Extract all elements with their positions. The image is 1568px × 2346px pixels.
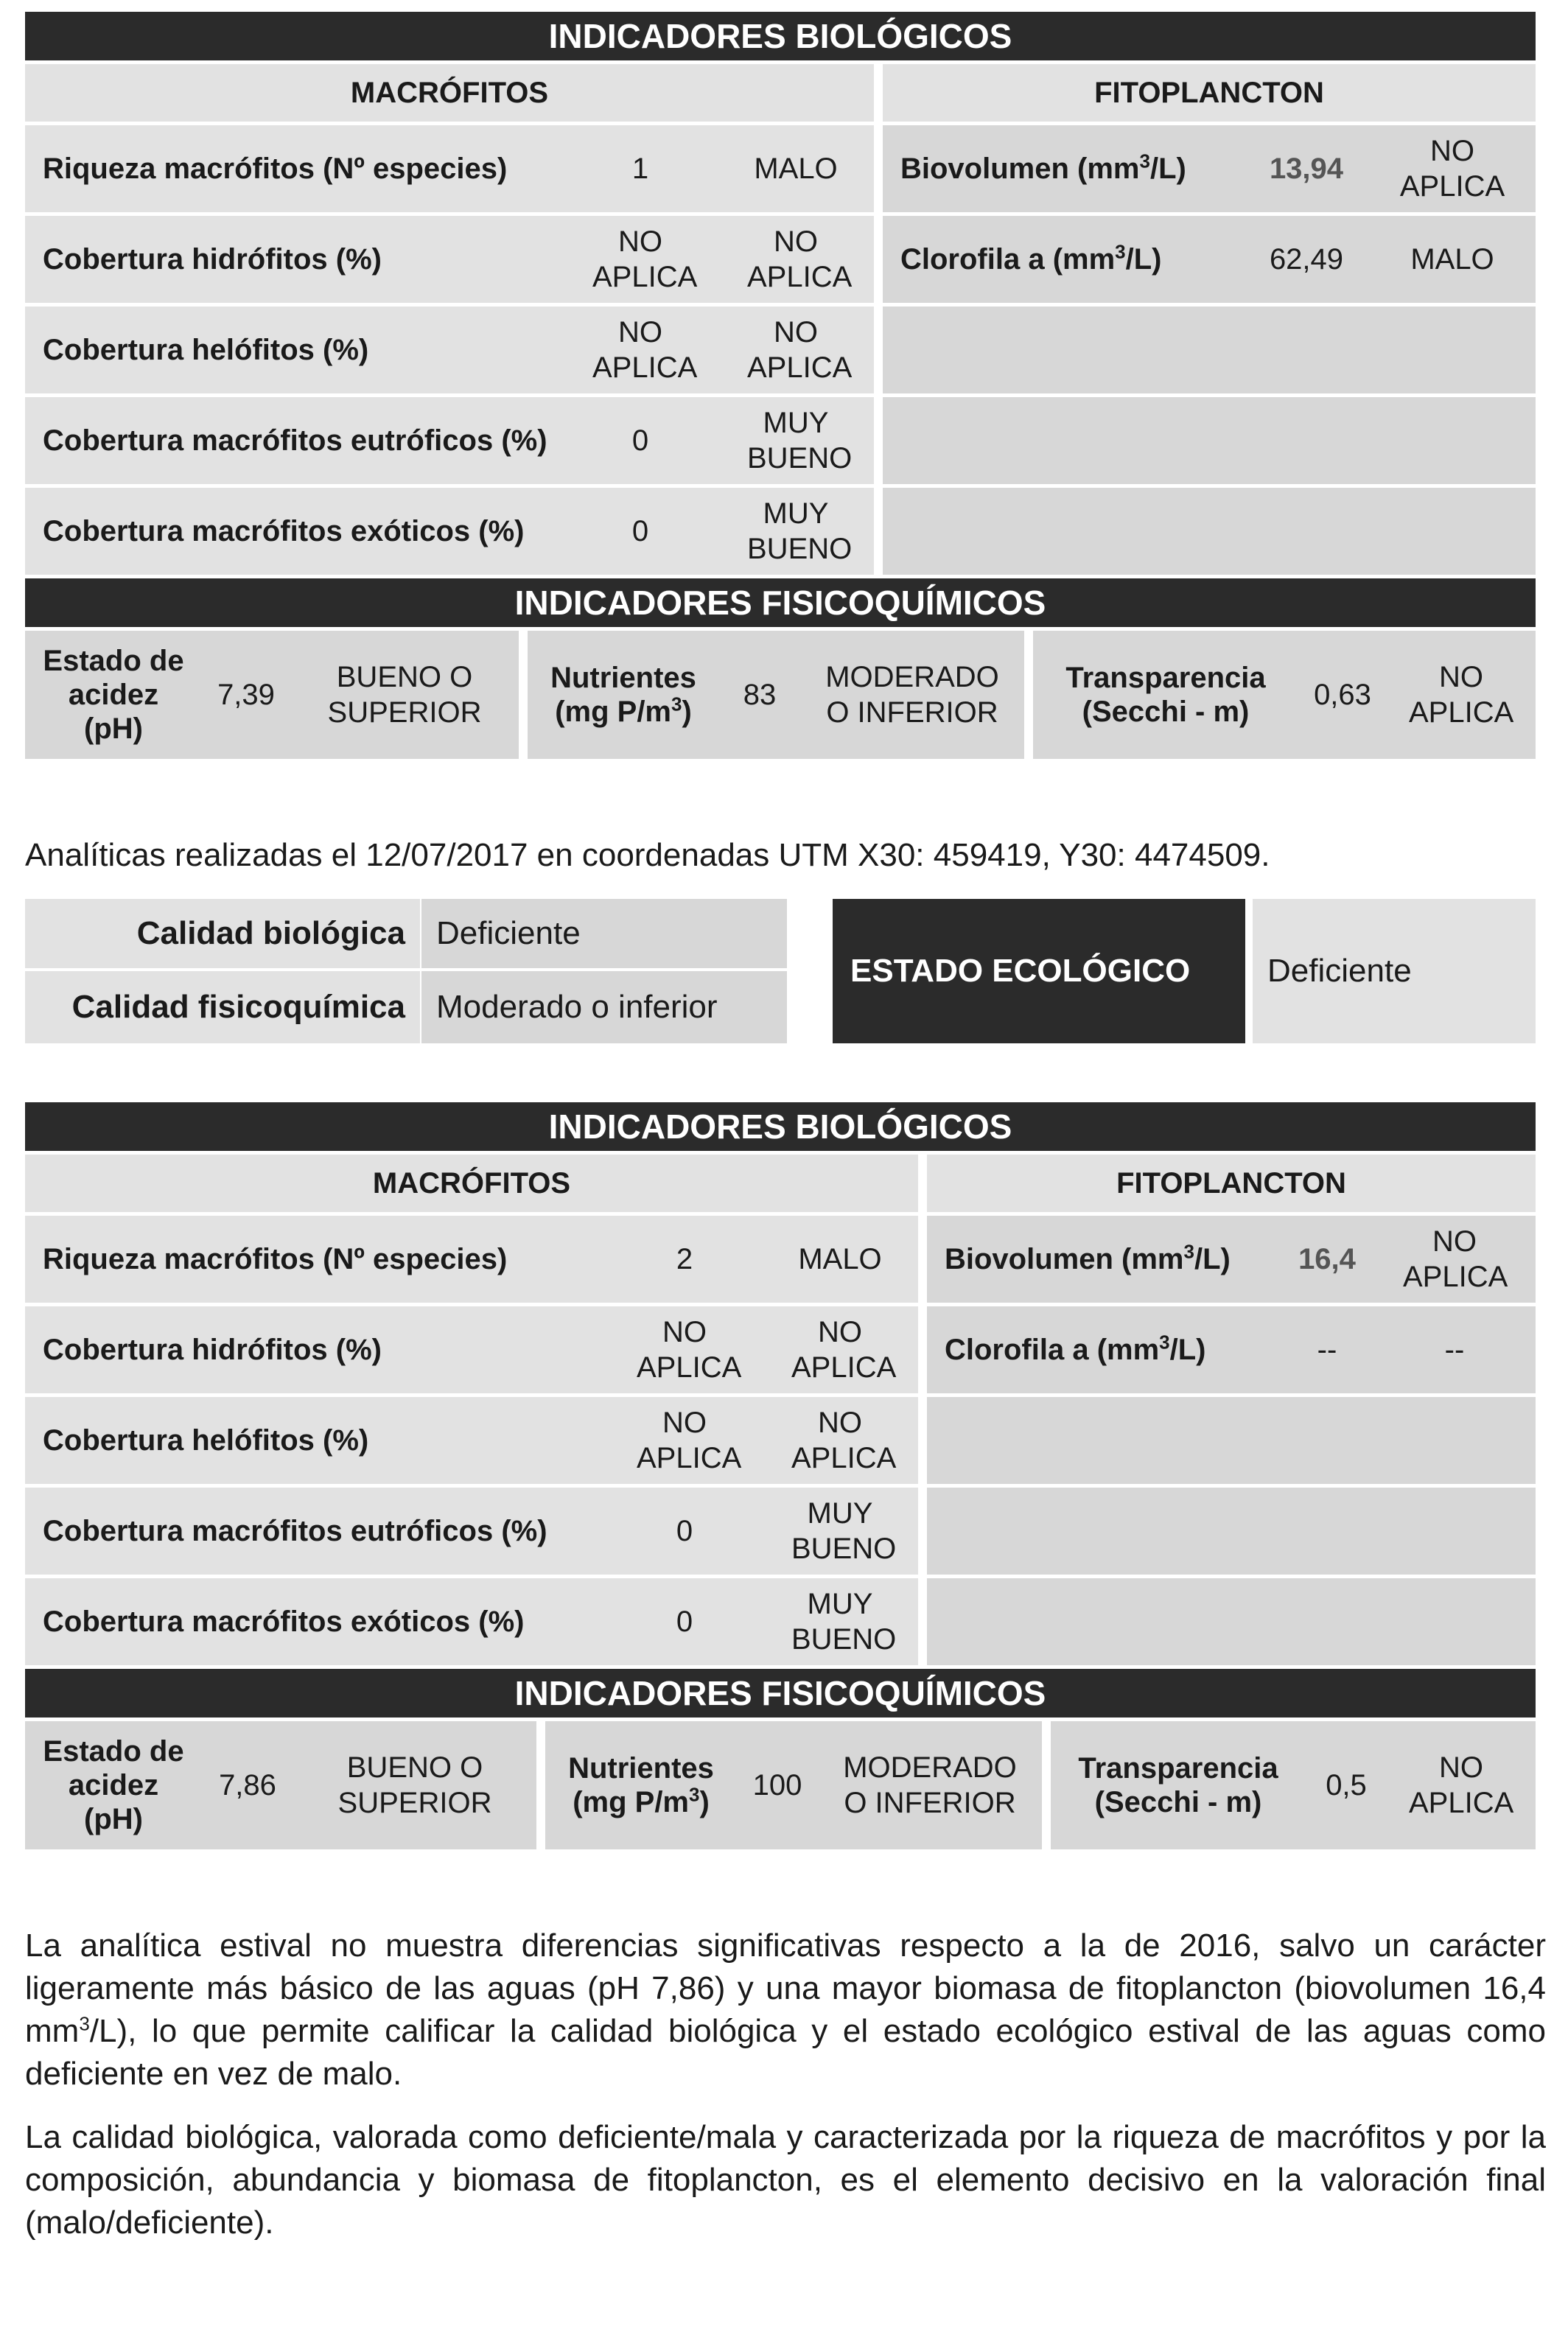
fq-quality-label: Calidad fisicoquímica bbox=[25, 971, 420, 1043]
macro-row bbox=[25, 1578, 918, 1665]
macrophytes-header: MACRÓFITOS bbox=[25, 1155, 918, 1212]
acidity-group bbox=[25, 631, 519, 759]
fito-row bbox=[883, 125, 1536, 212]
empty-row bbox=[927, 1488, 1536, 1575]
row-value: -- bbox=[1317, 1334, 1337, 1366]
acidity-value: 7,86 bbox=[219, 1768, 276, 1801]
row-label: Cobertura macrófitos exóticos (%) bbox=[43, 515, 525, 547]
transparency-label: Transparencia (Secchi - m) bbox=[1065, 662, 1266, 728]
row-label: Biovolumen $(mm^3/L)$ bbox=[945, 1240, 1231, 1275]
paragraph-2: La calidad biológica, valorada como deficiente/mala y caracterizada por la riqueza de macrófitos y por la composición, abundancia y biomasa de fitoplancton, es el elemento decisivo en la valoración final (malo/deficiente). bbox=[25, 2119, 1546, 2241]
row-status: MUY BUENO bbox=[791, 1497, 897, 1565]
empty-row bbox=[883, 307, 1536, 393]
bio-grid bbox=[25, 1155, 1536, 1665]
acidity-status: BUENO O SUPERIOR bbox=[327, 661, 482, 729]
row-label: Cobertura helófitos (%) bbox=[43, 334, 369, 366]
row-value: 16,4 bbox=[1298, 1243, 1356, 1275]
row-status: NO APLICA bbox=[747, 225, 853, 293]
fito-row bbox=[927, 1216, 1536, 1303]
acidity-value: 7,39 bbox=[217, 678, 275, 711]
transparency-group bbox=[1033, 631, 1536, 759]
fq-indicators-header: INDICADORES FISICOQUÍMICOS bbox=[25, 1669, 1536, 1718]
nutrients-value: 100 bbox=[752, 1768, 802, 1801]
empty-row bbox=[927, 1397, 1536, 1484]
row-status: MUY BUENO bbox=[747, 407, 853, 475]
row-status: -- bbox=[1444, 1334, 1465, 1366]
phytoplankton-header: FITOPLANCTON bbox=[883, 64, 1536, 122]
row-status: MALO bbox=[798, 1243, 882, 1275]
fito-row bbox=[927, 1306, 1536, 1393]
row-value: 0 bbox=[631, 424, 649, 457]
acidity-status: BUENO O SUPERIOR bbox=[337, 1751, 492, 1819]
ecological-status-value: Deficiente bbox=[1253, 899, 1536, 1043]
row-label: Riqueza macrófitos (Nº especies) bbox=[43, 153, 508, 185]
acidity-group bbox=[25, 1721, 536, 1849]
macro-row bbox=[25, 307, 874, 393]
transparency-label: Transparencia (Secchi - m) bbox=[1078, 1752, 1278, 1818]
row-value: 2 bbox=[676, 1243, 693, 1275]
row-label: Clorofila a $(mm^3/L)$ bbox=[945, 1331, 1206, 1366]
bio-quality-label: Calidad biológica bbox=[25, 899, 420, 968]
transparency-status: NO APLICA bbox=[1409, 661, 1514, 729]
row-label: Clorofila a $(mm^3/L)$ bbox=[900, 240, 1162, 276]
bio-indicators-header: INDICADORES BIOLÓGICOS bbox=[25, 1102, 1536, 1151]
row-status: NO APLICA bbox=[791, 1407, 897, 1474]
row-status: MALO bbox=[754, 153, 838, 185]
acidity-label: Estado de acidez (pH) bbox=[43, 645, 184, 745]
macrophytes-column bbox=[25, 1155, 918, 1665]
fq-quality-value: Moderado o inferior bbox=[421, 971, 787, 1043]
fq-indicators-header: INDICADORES FISICOQUÍMICOS bbox=[25, 578, 1536, 627]
macro-row bbox=[25, 488, 874, 575]
transparency-value: 0,5 bbox=[1326, 1768, 1367, 1801]
macro-row bbox=[25, 1306, 918, 1393]
transparency-group bbox=[1051, 1721, 1536, 1849]
phytoplankton-column bbox=[883, 64, 1536, 575]
transparency-status: NO APLICA bbox=[1409, 1751, 1514, 1819]
row-value: 0 bbox=[676, 1515, 693, 1547]
bio-indicators-header: INDICADORES BIOLÓGICOS bbox=[25, 12, 1536, 60]
empty-row bbox=[883, 397, 1536, 484]
nutrients-value: 83 bbox=[743, 678, 777, 711]
nutrients-label: Nutrientes (mg $P/m^3$) bbox=[568, 1752, 714, 1818]
macro-row bbox=[25, 1488, 918, 1575]
row-label: Cobertura helófitos (%) bbox=[43, 1424, 369, 1457]
row-label: Cobertura hidrófitos (%) bbox=[43, 243, 382, 276]
macro-row bbox=[25, 397, 874, 484]
fito-row bbox=[883, 216, 1536, 303]
analysis-note: Analíticas realizadas el 12/07/2017 en coordenadas UTM X30: 459419, Y30: 4474509. bbox=[25, 837, 1270, 873]
row-status: NO APLICA bbox=[1403, 1225, 1508, 1293]
row-label: Cobertura macrófitos exóticos (%) bbox=[43, 1606, 525, 1638]
phytoplankton-column bbox=[927, 1155, 1536, 1665]
nutrients-group bbox=[545, 1721, 1042, 1849]
macro-row bbox=[25, 1397, 918, 1484]
empty-row bbox=[927, 1578, 1536, 1665]
phytoplankton-header: FITOPLANCTON bbox=[927, 1155, 1536, 1212]
nutrients-label: Nutrientes (mg $P/m^3$) bbox=[550, 662, 696, 728]
nutrients-status: MODERADO O INFERIOR bbox=[843, 1751, 1017, 1819]
macro-row bbox=[25, 125, 874, 212]
row-label: Cobertura macrófitos eutróficos (%) bbox=[43, 424, 547, 457]
fq-row bbox=[25, 1721, 1536, 1849]
row-status: MUY BUENO bbox=[791, 1588, 897, 1656]
paragraph-1: La analítica estival no muestra diferencias significativas respecto a la de 2016, salvo un carácter ligeramente más básico de las aguas (pH 7,86) y una mayor biomasa de fitoplancton (biovolumen 16,4 $mm^3/L$), lo que permite calificar la calidad biológica y el estado ecológico estival de las aguas como deficiente en vez de malo. bbox=[25, 1927, 1546, 2092]
row-value: 0 bbox=[631, 515, 649, 547]
row-label: Riqueza macrófitos (Nº especies) bbox=[43, 1243, 508, 1275]
nutrients-group bbox=[528, 631, 1024, 759]
quality-summary bbox=[25, 899, 1536, 1043]
row-label: Biovolumen $(mm^3/L)$ bbox=[900, 150, 1186, 185]
macrophytes-column bbox=[25, 64, 874, 575]
row-value: 1 bbox=[631, 153, 649, 185]
row-label: Cobertura hidrófitos (%) bbox=[43, 1334, 382, 1366]
row-status: NO APLICA bbox=[1399, 135, 1505, 203]
transparency-value: 0,63 bbox=[1314, 678, 1371, 711]
row-value: NO APLICA bbox=[592, 225, 698, 293]
row-value: NO APLICA bbox=[592, 316, 698, 384]
macrophytes-header: MACRÓFITOS bbox=[25, 64, 874, 122]
macro-row bbox=[25, 216, 874, 303]
row-status: MALO bbox=[1410, 243, 1494, 276]
row-value: NO APLICA bbox=[637, 1316, 742, 1384]
row-value: NO APLICA bbox=[637, 1407, 742, 1474]
nutrients-status: MODERADO O INFERIOR bbox=[825, 661, 999, 729]
indicators-table-2 bbox=[25, 1102, 1536, 1849]
row-label: Cobertura macrófitos eutróficos (%) bbox=[43, 1515, 547, 1547]
row-value: 62,49 bbox=[1269, 243, 1344, 276]
row-value: 0 bbox=[676, 1606, 693, 1638]
row-status: MUY BUENO bbox=[747, 497, 853, 565]
row-status: NO APLICA bbox=[791, 1316, 897, 1384]
fq-row bbox=[25, 631, 1536, 759]
acidity-label: Estado de acidez (pH) bbox=[43, 1735, 184, 1835]
indicators-table-1 bbox=[25, 12, 1536, 759]
bio-grid bbox=[25, 64, 1536, 575]
ecological-status-label: ESTADO ECOLÓGICO bbox=[833, 899, 1245, 1043]
empty-row bbox=[883, 488, 1536, 575]
macro-row bbox=[25, 1216, 918, 1303]
row-value: 13,94 bbox=[1269, 153, 1344, 185]
bio-quality-value: Deficiente bbox=[421, 899, 787, 968]
row-status: NO APLICA bbox=[747, 316, 853, 384]
